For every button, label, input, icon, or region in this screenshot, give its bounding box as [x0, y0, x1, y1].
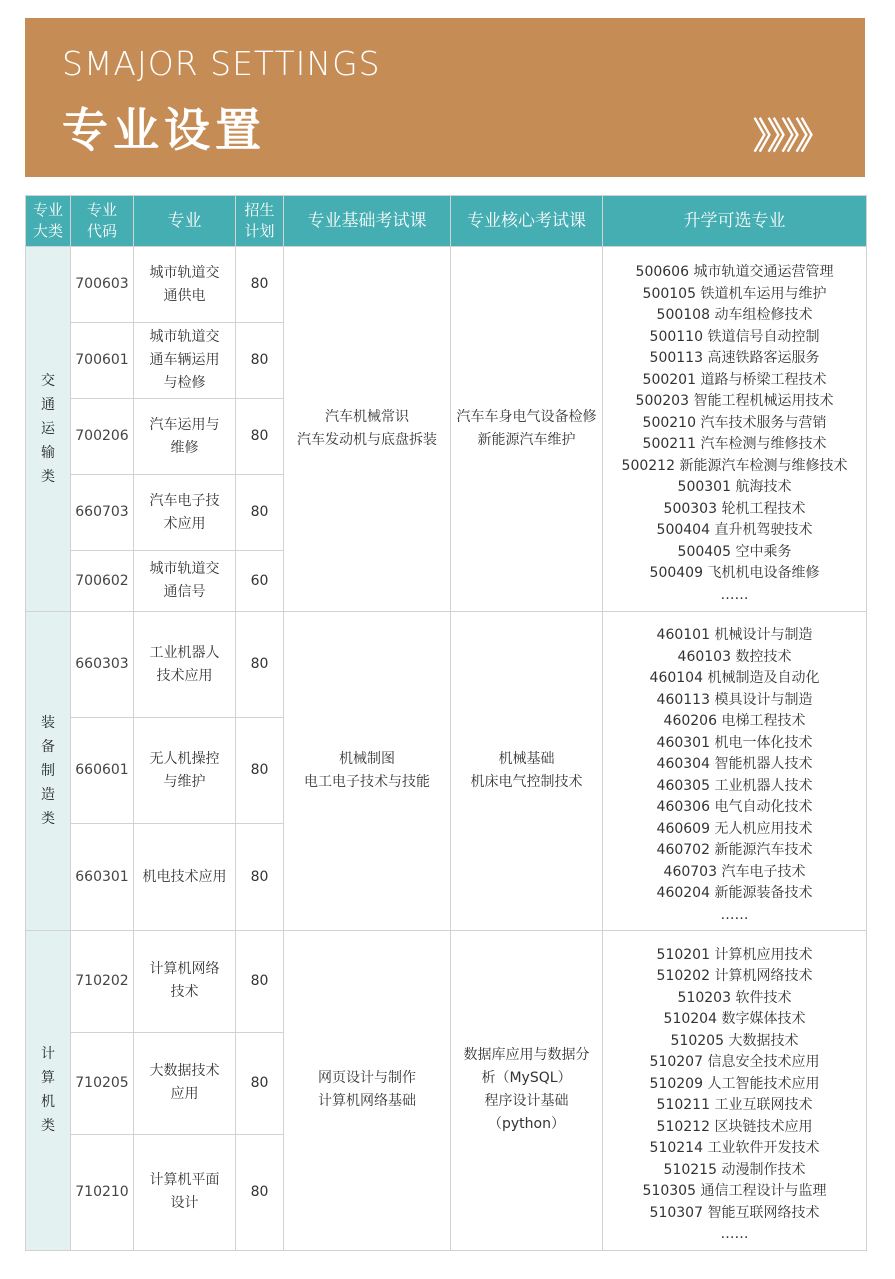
header-major: 专业 — [134, 196, 236, 247]
major-name-line: 技术 — [170, 984, 199, 1001]
majors-table — [25, 195, 867, 1251]
major-name-line: 工业机器人 — [149, 644, 220, 661]
category-char: 类 — [41, 810, 55, 827]
enrollment-plan: 80 — [236, 718, 284, 824]
major-name-line: 通供电 — [163, 287, 206, 304]
further-majors-cell — [603, 930, 867, 1250]
further-major-item: …… — [720, 906, 749, 923]
further-major-item: 500110 铁道信号自动控制 — [649, 328, 820, 345]
header-basic-courses: 专业基础考试课 — [284, 196, 451, 247]
further-major-item: 500211 汽车检测与维修技术 — [642, 436, 827, 453]
further-major-item: 510211 工业互联网技术 — [656, 1097, 813, 1114]
category-cell — [26, 247, 71, 612]
major-code: 710210 — [71, 1134, 134, 1250]
major-name-line: 城市轨道交 — [149, 264, 220, 281]
major-code: 660301 — [71, 824, 134, 930]
further-major-item: …… — [720, 586, 749, 603]
further-major-item: 460104 机械制造及自动化 — [649, 670, 820, 687]
further-major-item: 460305 工业机器人技术 — [656, 777, 813, 794]
major-code: 700601 — [71, 323, 134, 399]
major-code: 660601 — [71, 718, 134, 824]
further-major-item: 460204 新能源装备技术 — [656, 885, 813, 902]
core-course: 机床电气控制技术 — [470, 773, 583, 790]
major-name — [134, 551, 236, 612]
core-courses-cell — [451, 612, 603, 930]
further-majors-list — [605, 935, 864, 1246]
further-major-item: 500301 航海技术 — [677, 479, 792, 496]
further-major-item: 510307 智能互联网络技术 — [649, 1204, 820, 1221]
category-cell — [26, 612, 71, 930]
further-majors-cell — [603, 612, 867, 930]
enrollment-plan: 80 — [236, 323, 284, 399]
core-course: 程序设计基础 — [484, 1093, 569, 1110]
major-name-line: 技术应用 — [156, 667, 213, 684]
further-major-item: 500212 新能源汽车检测与维修技术 — [621, 457, 848, 474]
major-name — [134, 323, 236, 399]
table-row — [26, 930, 867, 1032]
further-major-item: 510214 工业软件开发技术 — [649, 1140, 820, 1157]
major-code: 700603 — [71, 247, 134, 323]
major-name-line: 通车辆运用 — [149, 352, 220, 369]
further-major-item: 460113 模具设计与制造 — [656, 691, 813, 708]
further-major-item: 460609 无人机应用技术 — [656, 820, 813, 837]
further-major-item: 500405 空中乘务 — [677, 543, 792, 560]
basic-courses-cell — [284, 930, 451, 1250]
further-major-item: 460103 数控技术 — [677, 648, 792, 665]
further-major-item: 510209 人工智能技术应用 — [649, 1075, 820, 1092]
category-char: 计 — [41, 1046, 55, 1063]
further-major-item: 460304 智能机器人技术 — [656, 756, 813, 773]
major-name-line: 维修 — [170, 439, 199, 456]
major-name — [134, 399, 236, 475]
further-major-item: 500303 轮机工程技术 — [663, 500, 806, 517]
chevron-arrows-icon: 》》》》 — [752, 116, 827, 157]
table-header-row — [26, 196, 867, 247]
banner-title-chinese: 专业设置 — [62, 103, 266, 157]
category-label — [39, 711, 57, 831]
further-majors-cell — [603, 247, 867, 612]
enrollment-plan: 80 — [236, 247, 284, 323]
major-name — [134, 1032, 236, 1134]
major-name — [134, 1134, 236, 1250]
header-category: 专业 大类 — [26, 196, 71, 247]
further-major-item: 500113 高速铁路客运服务 — [649, 350, 820, 367]
category-char: 通 — [41, 397, 55, 414]
major-name-line: 设计 — [170, 1195, 199, 1212]
major-name-line: 机电技术应用 — [142, 868, 227, 885]
major-code: 660303 — [71, 612, 134, 718]
major-code: 700602 — [71, 551, 134, 612]
further-major-item: 460306 电气自动化技术 — [656, 799, 813, 816]
core-course: （python） — [488, 1116, 565, 1133]
category-char: 算 — [41, 1070, 55, 1087]
enrollment-plan: 80 — [236, 1134, 284, 1250]
header-banner — [25, 18, 865, 177]
enrollment-plan: 80 — [236, 824, 284, 930]
major-name-line: 无人机操控 — [149, 750, 220, 767]
core-course: 新能源汽车维护 — [477, 432, 576, 449]
category-char: 机 — [41, 1094, 55, 1111]
major-name — [134, 612, 236, 718]
header-code: 专业 代码 — [71, 196, 134, 247]
category-char: 装 — [41, 714, 55, 731]
major-name-line: 大数据技术 — [149, 1063, 220, 1080]
table-row — [26, 612, 867, 718]
major-name — [134, 930, 236, 1032]
enrollment-plan: 80 — [236, 475, 284, 551]
enrollment-plan: 80 — [236, 930, 284, 1032]
major-name-line: 与维护 — [163, 773, 206, 790]
banner-title-english: SMAJOR SETTINGS — [62, 44, 381, 83]
further-major-item: 460702 新能源汽车技术 — [656, 842, 813, 859]
basic-course: 电工电子技术与技能 — [304, 773, 430, 790]
basic-course: 汽车机械常识 — [325, 409, 409, 426]
basic-courses-cell — [284, 247, 451, 612]
further-major-item: 510207 信息安全技术应用 — [649, 1054, 820, 1071]
further-major-item: 500201 道路与桥梁工程技术 — [642, 371, 827, 388]
header-plan: 招生 计划 — [236, 196, 284, 247]
core-course: 析（MySQL） — [481, 1070, 572, 1087]
core-course: 汽车车身电气设备检修 — [456, 409, 597, 426]
major-name — [134, 475, 236, 551]
further-major-item: 500108 动车组检修技术 — [656, 307, 813, 324]
major-name-line: 城市轨道交 — [149, 561, 220, 578]
major-name — [134, 718, 236, 824]
category-char: 造 — [41, 786, 55, 803]
basic-courses-cell — [284, 612, 451, 930]
core-courses-cell — [451, 247, 603, 612]
further-major-item: 510205 大数据技术 — [670, 1032, 799, 1049]
major-name-line: 计算机平面 — [149, 1172, 220, 1189]
core-courses-cell — [451, 930, 603, 1250]
category-char: 交 — [41, 373, 55, 390]
basic-course: 机械制图 — [339, 750, 395, 767]
major-name-line: 计算机网络 — [149, 961, 220, 978]
category-char: 类 — [41, 1118, 55, 1135]
further-major-item: …… — [720, 1226, 749, 1243]
major-name — [134, 824, 236, 930]
further-majors-list — [605, 615, 864, 926]
category-char: 制 — [41, 762, 55, 779]
further-major-item: 500105 铁道机车运用与维护 — [642, 285, 827, 302]
major-name-line: 术应用 — [163, 515, 206, 532]
major-name — [134, 247, 236, 323]
major-code: 710202 — [71, 930, 134, 1032]
basic-course: 网页设计与制作 — [318, 1070, 416, 1087]
enrollment-plan: 80 — [236, 612, 284, 718]
further-major-item: 500404 直升机驾驶技术 — [656, 522, 813, 539]
header-further-majors: 升学可选专业 — [603, 196, 867, 247]
enrollment-plan: 80 — [236, 1032, 284, 1134]
major-code: 710205 — [71, 1032, 134, 1134]
further-major-item: 510201 计算机应用技术 — [656, 946, 813, 963]
major-name-line: 汽车电子技 — [149, 492, 220, 509]
major-name-line: 城市轨道交 — [149, 329, 220, 346]
major-code: 700206 — [71, 399, 134, 475]
further-major-item: 460101 机械设计与制造 — [656, 627, 813, 644]
major-code: 660703 — [71, 475, 134, 551]
further-majors-list — [605, 252, 864, 606]
header-core-courses: 专业核心考试课 — [451, 196, 603, 247]
category-label — [39, 369, 57, 489]
category-char: 运 — [41, 421, 55, 438]
further-major-item: 500606 城市轨道交通运营管理 — [635, 264, 834, 281]
major-name-line: 汽车运用与 — [149, 416, 220, 433]
category-label — [39, 1042, 57, 1138]
further-major-item: 510212 区块链技术应用 — [656, 1118, 813, 1135]
category-cell — [26, 930, 71, 1250]
enrollment-plan: 60 — [236, 551, 284, 612]
further-major-item: 500409 飞机机电设备维修 — [649, 565, 820, 582]
further-major-item: 460703 汽车电子技术 — [663, 863, 806, 880]
further-major-item: 500210 汽车技术服务与营销 — [642, 414, 827, 431]
core-course: 数据库应用与数据分 — [463, 1047, 590, 1064]
major-name-line: 与检修 — [163, 375, 206, 392]
category-char: 输 — [41, 445, 55, 462]
category-char: 备 — [41, 738, 55, 755]
table-row — [26, 247, 867, 323]
further-major-item: 460301 机电一体化技术 — [656, 734, 813, 751]
further-major-item: 510203 软件技术 — [677, 989, 792, 1006]
further-major-item: 510202 计算机网络技术 — [656, 968, 813, 985]
major-name-line: 通信号 — [163, 584, 206, 601]
further-major-item: 460206 电梯工程技术 — [663, 713, 806, 730]
further-major-item: 510305 通信工程设计与监理 — [642, 1183, 827, 1200]
basic-course: 汽车发动机与底盘拆装 — [297, 432, 437, 449]
further-major-item: 500203 智能工程机械运用技术 — [635, 393, 834, 410]
further-major-item: 510204 数字媒体技术 — [663, 1011, 806, 1028]
further-major-item: 510215 动漫制作技术 — [663, 1161, 806, 1178]
core-course: 机械基础 — [498, 750, 555, 767]
major-name-line: 应用 — [170, 1086, 199, 1103]
basic-course: 计算机网络基础 — [318, 1093, 416, 1110]
enrollment-plan: 80 — [236, 399, 284, 475]
category-char: 类 — [41, 469, 55, 486]
